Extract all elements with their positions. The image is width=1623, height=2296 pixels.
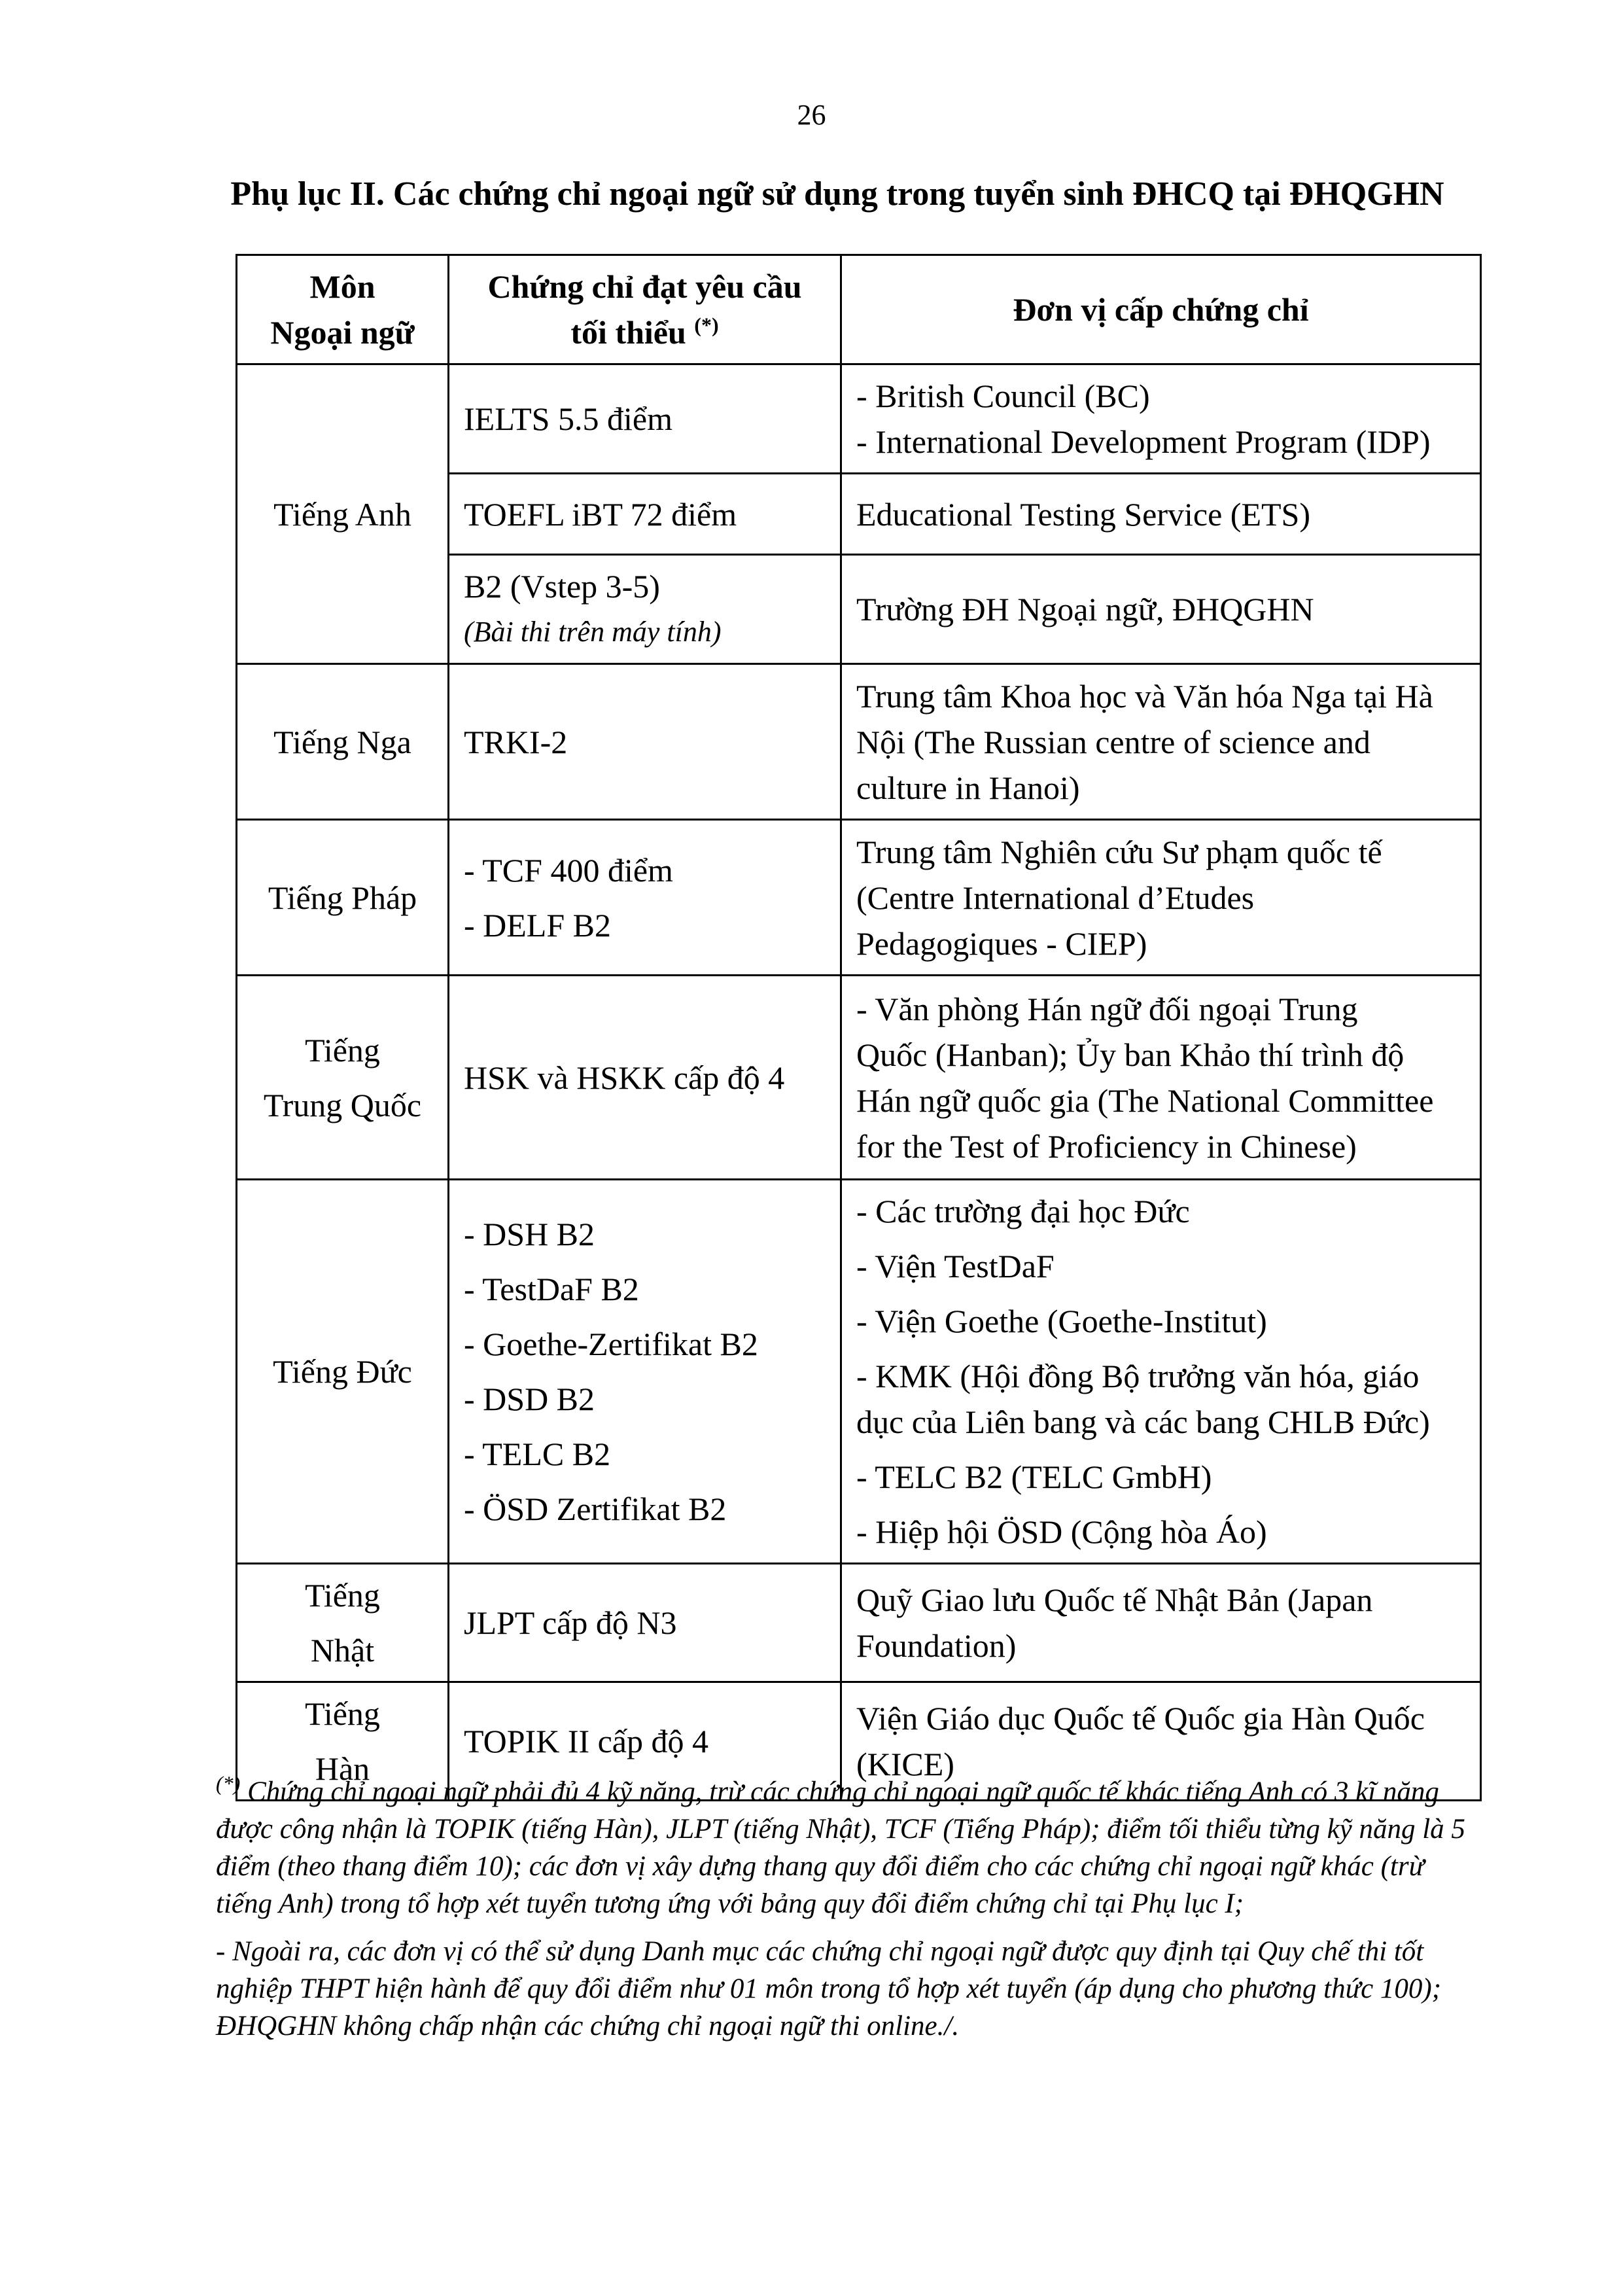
- header-cert-marker: (*): [694, 313, 719, 337]
- cert-french-line1: - TCF 400 điểm: [464, 851, 673, 889]
- cert-vstep: [449, 555, 841, 664]
- issuer-german-line7: - Hiệp hội ÖSD (Cộng hòa Áo): [856, 1513, 1267, 1550]
- issuer-toefl: [841, 474, 1481, 555]
- issuer-japanese: [841, 1564, 1481, 1682]
- issuer-korean-line2: (KICE): [856, 1746, 954, 1782]
- table-row-japanese: [237, 1564, 1481, 1682]
- cert-vstep-name: B2 (Vstep 3-5): [464, 568, 660, 605]
- issuer-chinese-line2: Quốc (Hanban); Ủy ban Khảo thí trình độ: [856, 1036, 1405, 1073]
- cert-german-line5: - TELC B2: [464, 1436, 611, 1472]
- cert-german: [449, 1180, 841, 1564]
- language-chinese-line1: Tiếng: [305, 1031, 380, 1069]
- cert-german-line3: - Goethe-Zertifikat B2: [464, 1326, 758, 1362]
- issuer-german-line1: - Các trường đại học Đức: [856, 1193, 1190, 1229]
- issuer-russian: [841, 664, 1481, 820]
- issuer-chinese-line4: for the Test of Proficiency in Chinese): [856, 1127, 1357, 1165]
- issuer-french-line1: Trung tâm Nghiên cứu Sư phạm quốc tế: [856, 833, 1382, 870]
- footnotes: [216, 1773, 1485, 2055]
- cert-german-line1: - DSH B2: [464, 1216, 595, 1252]
- language-chinese: [237, 976, 449, 1180]
- header-issuer: Đơn vị cấp chứng chỉ: [841, 255, 1481, 364]
- cert-french: [449, 820, 841, 976]
- certificate-table: [236, 254, 1482, 1801]
- issuer-toefl-line1: Educational Testing Service (ETS): [856, 495, 1310, 533]
- table-row-german: [237, 1180, 1481, 1564]
- language-korean-line2: Hàn: [315, 1750, 370, 1787]
- issuer-chinese-line3: Hán ngữ quốc gia (The National Committee: [856, 1082, 1434, 1119]
- cert-korean: TOPIK II cấp độ 4: [449, 1682, 841, 1801]
- table-row-english-ielts: [237, 364, 1481, 474]
- cert-german-line2: - TestDaF B2: [464, 1271, 639, 1307]
- issuer-german-line4: - KMK (Hội đồng Bộ trưởng văn hóa, giáo: [856, 1358, 1420, 1394]
- language-japanese-line1: Tiếng: [305, 1577, 380, 1614]
- language-russian: Tiếng Nga: [237, 664, 449, 820]
- language-english: Tiếng Anh: [237, 364, 449, 664]
- cert-chinese: HSK và HSKK cấp độ 4: [449, 976, 841, 1180]
- header-cert-line2: [464, 309, 826, 355]
- language-japanese: [237, 1564, 449, 1682]
- issuer-german-line3: - Viện Goethe (Goethe-Institut): [856, 1303, 1267, 1339]
- page-number: 26: [797, 99, 826, 131]
- issuer-ielts: [841, 364, 1481, 474]
- language-japanese-line2: Nhật: [310, 1632, 375, 1669]
- issuer-ielts-line1: - British Council (BC): [856, 378, 1150, 414]
- footnote-1: [216, 1773, 1485, 1922]
- issuer-russian-line1: Trung tâm Khoa học và Văn hóa Nga tại Hà: [856, 677, 1433, 715]
- issuer-korean-line1: Viện Giáo dục Quốc tế Quốc gia Hàn Quốc: [856, 1700, 1425, 1737]
- document-title: Phụ lục II. Các chứng chỉ ngoại ngữ sử dụng trong tuyển sinh ĐHCQ tại ĐHQGHN: [230, 175, 1444, 213]
- issuer-japanese-line1: Quỹ Giao lưu Quốc tế Nhật Bản (Japan: [856, 1581, 1373, 1618]
- header-cert-line2-text: tối thiểu: [570, 314, 686, 351]
- language-korean-line1: Tiếng: [305, 1695, 380, 1732]
- issuer-vstep: [841, 555, 1481, 664]
- cert-russian: TRKI-2: [449, 664, 841, 820]
- header-certificate: [449, 255, 841, 364]
- footnote-1-text: Chứng chỉ ngoại ngữ phải đủ 4 kỹ năng, trừ các chứng chỉ ngoại ngữ quốc tế khác tiếng Anh có 3 kĩ năng được công nhận là TOPIK (tiếng Hàn), JLPT (tiếng Nhật), TCF (Tiếng Pháp); điểm tối thiểu từng kỹ năng là 5 điểm (theo thang điểm 10); các đơn vị xây dựng thang quy đổi điểm cho các chứng chỉ ngoại ngữ khác (trừ tiếng Anh) trong tổ hợp xét tuyển tương ứng với bảng quy đổi điểm chứng chỉ tại Phụ lục I;: [216, 1776, 1465, 1919]
- issuer-german-line5: dục của Liên bang và các bang CHLB Đức): [856, 1404, 1430, 1440]
- cert-ielts: IELTS 5.5 điểm: [449, 364, 841, 474]
- table-row-chinese: [237, 976, 1481, 1180]
- issuer-chinese-line1: - Văn phòng Hán ngữ đối ngoại Trung: [856, 990, 1358, 1027]
- table-row-french: [237, 820, 1481, 976]
- cert-french-line2: - DELF B2: [464, 906, 611, 944]
- issuer-french-line2: (Centre International d’Etudes: [856, 879, 1255, 916]
- issuer-chinese: [841, 976, 1481, 1180]
- language-german: Tiếng Đức: [237, 1180, 449, 1564]
- issuer-russian-line3: culture in Hanoi): [856, 769, 1080, 806]
- issuer-japanese-line2: Foundation): [856, 1627, 1017, 1664]
- issuer-french-line3: Pedagogiques - CIEP): [856, 925, 1147, 962]
- issuer-german: [841, 1180, 1481, 1564]
- cert-vstep-note: (Bài thi trên máy tính): [464, 616, 722, 648]
- cert-german-line4: - DSD B2: [464, 1381, 595, 1417]
- issuer-ielts-line2: - International Development Program (IDP): [856, 423, 1431, 460]
- table-row-russian: [237, 664, 1481, 820]
- header-subject-line1: Môn: [309, 268, 375, 305]
- cert-japanese: JLPT cấp độ N3: [449, 1564, 841, 1682]
- footnote-marker: (*): [216, 1771, 241, 1795]
- header-subject: [237, 255, 449, 364]
- issuer-german-line6: - TELC B2 (TELC GmbH): [856, 1458, 1212, 1495]
- header-subject-line2: Ngoại ngữ: [270, 314, 415, 351]
- issuer-russian-line2: Nội (The Russian centre of science and: [856, 723, 1370, 760]
- cert-german-line6: - ÖSD Zertifikat B2: [464, 1491, 727, 1527]
- language-french: Tiếng Pháp: [237, 820, 449, 976]
- language-chinese-line2: Trung Quốc: [263, 1086, 422, 1123]
- footnote-2: - Ngoài ra, các đơn vị có thể sử dụng Danh mục các chứng chỉ ngoại ngữ được quy định tại Quy chế thi tốt nghiệp THPT hiện hành để quy đổi điểm như 01 môn trong tổ hợp xét tuyển (áp dụng cho phương thức 100); ĐHQGHN không chấp nhận các chứng chỉ ngoại ngữ thi online./.: [216, 1936, 1442, 2041]
- header-cert-line1: Chứng chỉ đạt yêu cầu: [487, 268, 802, 305]
- issuer-french: [841, 820, 1481, 976]
- issuer-vstep-line1: Trường ĐH Ngoại ngữ, ĐHQGHN: [856, 591, 1314, 627]
- cert-toefl: TOEFL iBT 72 điểm: [449, 474, 841, 555]
- issuer-german-line2: - Viện TestDaF: [856, 1248, 1055, 1284]
- table-header-row: [237, 255, 1481, 364]
